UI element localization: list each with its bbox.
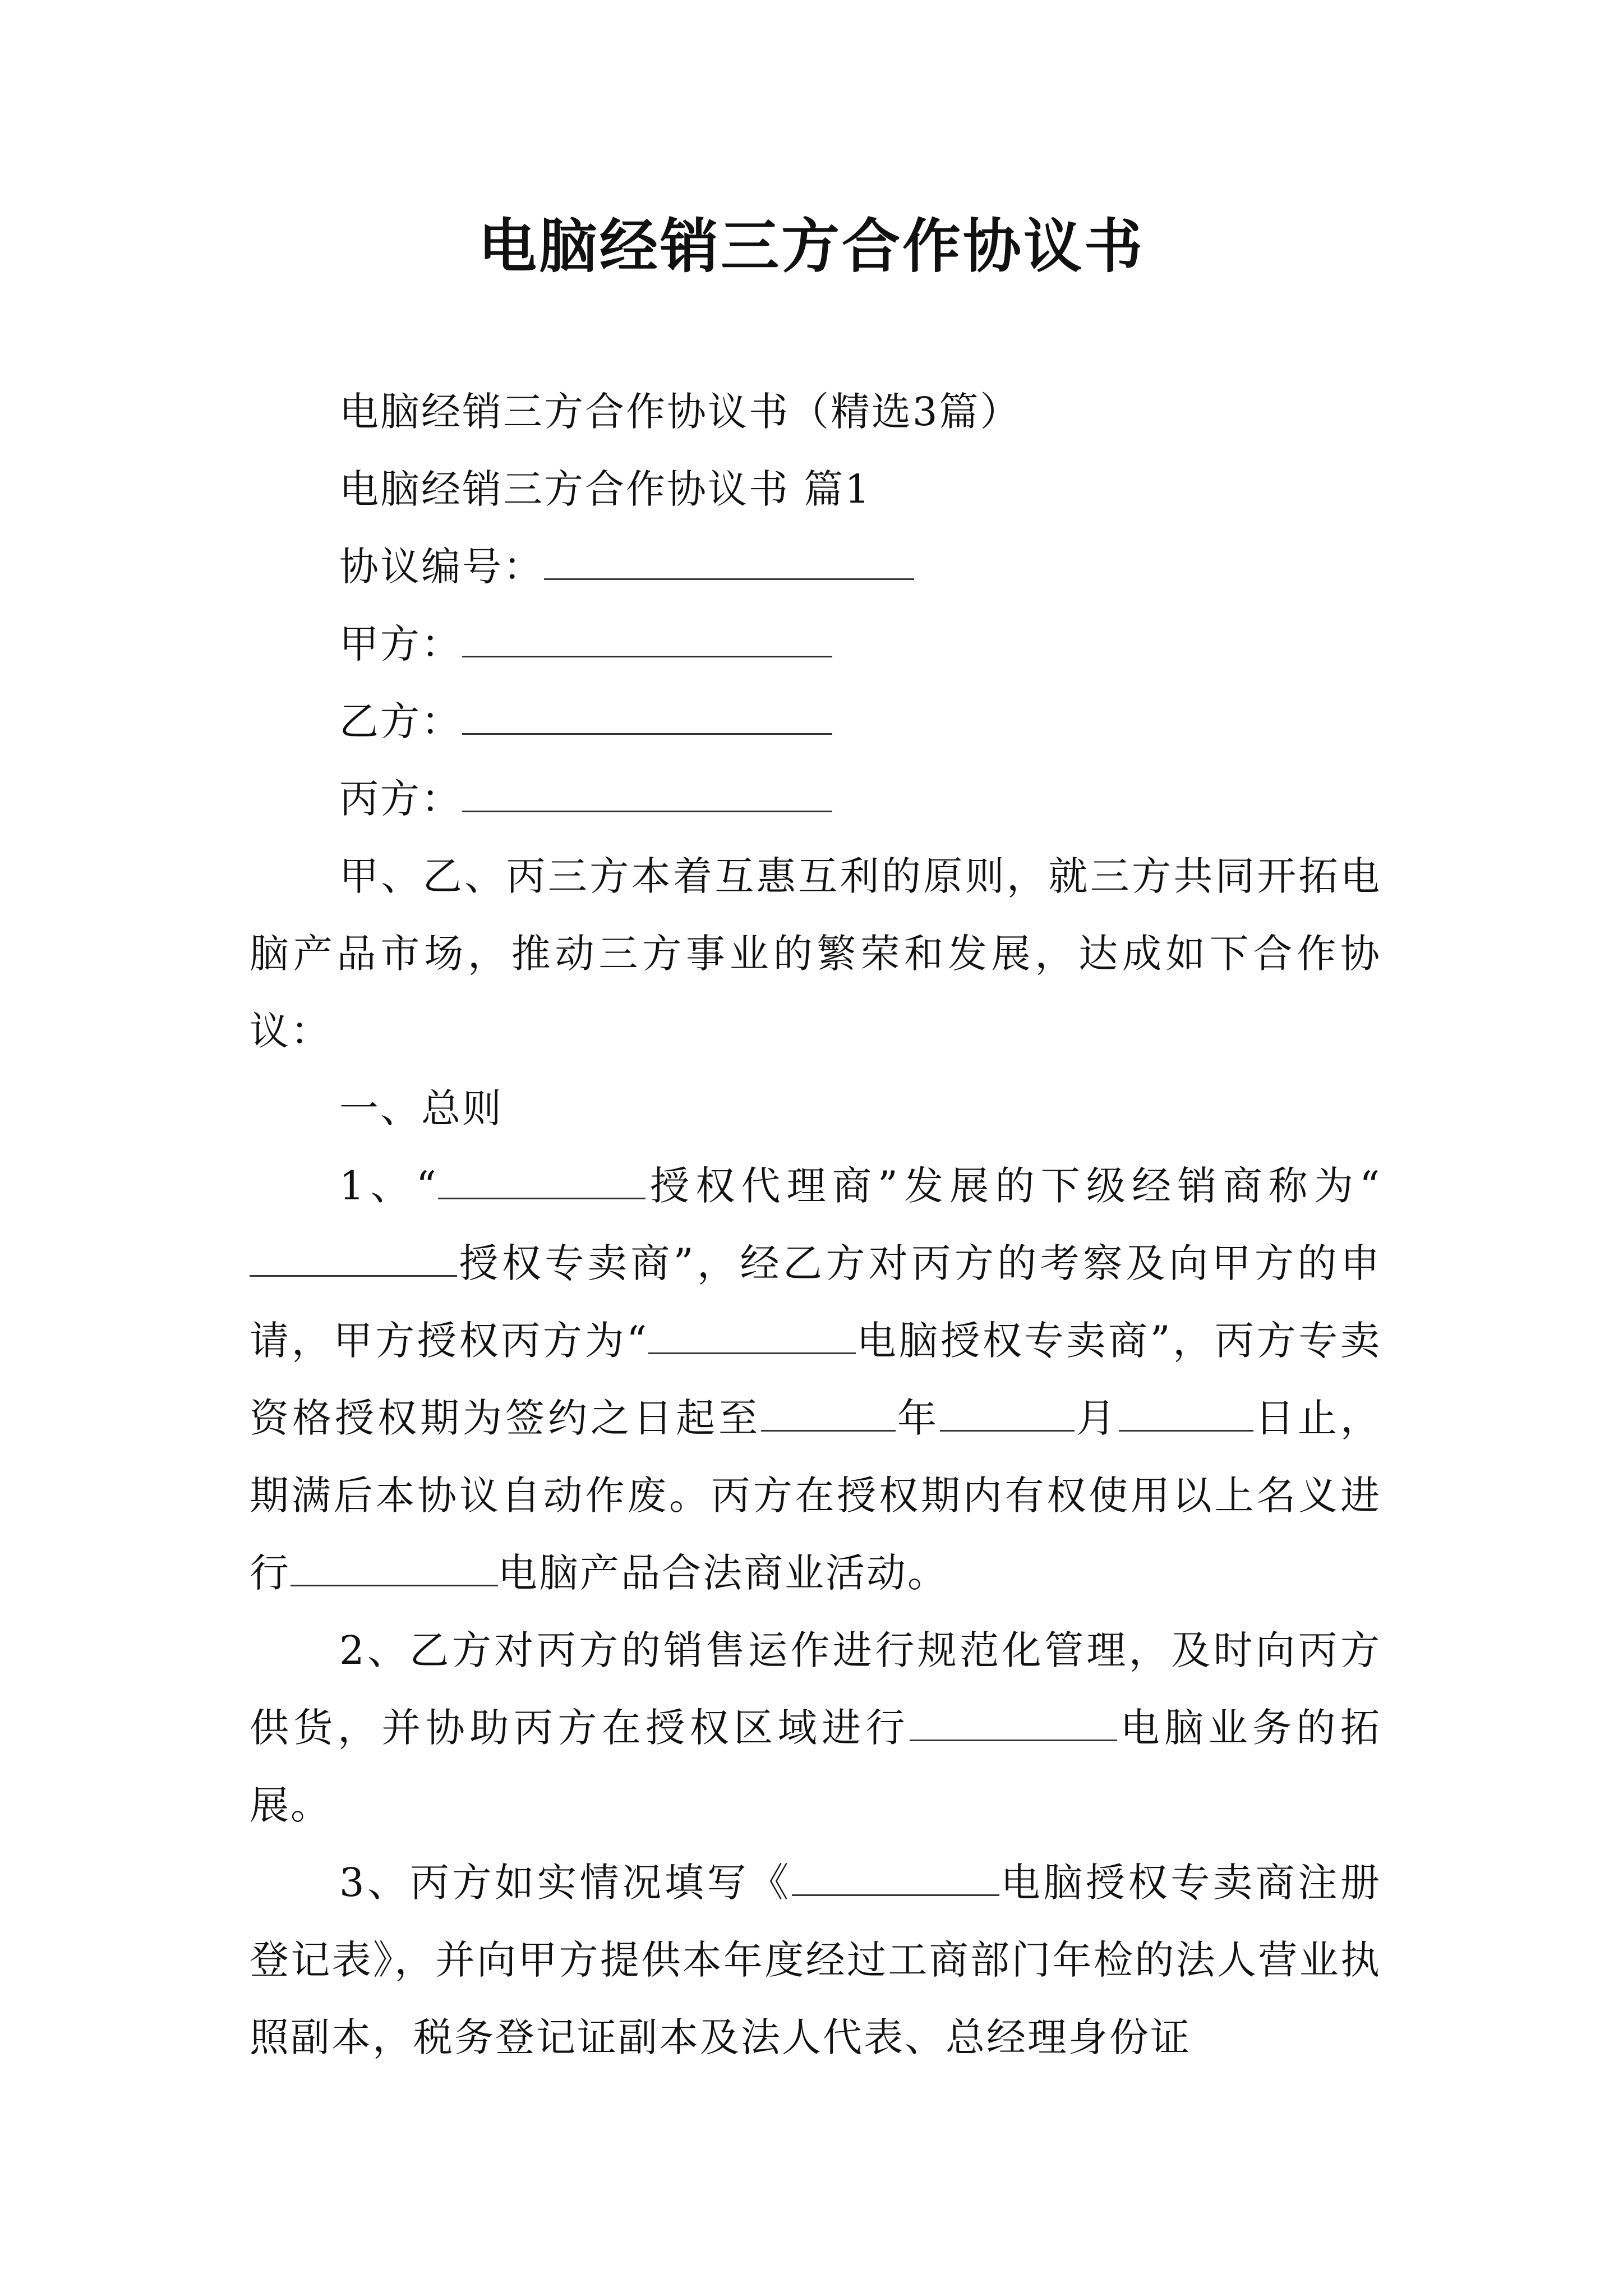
- clause-2: [250, 1612, 1381, 1844]
- clause-1-blank-4: [291, 1552, 498, 1587]
- intro-paragraph: 甲、乙、丙三方本着互惠互利的原则，就三方共同开拓电脑产品市场，推动三方事业的繁荣和发展，达成如下合作协议：: [250, 853, 1381, 1054]
- party-b-line: [250, 683, 1381, 760]
- clause-3-text-2: 电脑授权专卖商注册登记表》，并向甲方提供本年度经过工商部门年检的法人营业执照副本，税务登记证副本及法人代表、总经理身份证: [250, 1860, 1381, 2060]
- clause-1-blank-3: [648, 1319, 856, 1355]
- clause-1-text-year: 年: [896, 1395, 940, 1441]
- clause-1-blank-month: [940, 1397, 1075, 1432]
- clause-3-text-1: 3、丙方如实情况填写《: [339, 1860, 792, 1906]
- clause-1-blank-year: [761, 1397, 896, 1432]
- party-b-blank: [462, 700, 832, 735]
- clause-3: [250, 1844, 1381, 2076]
- agreement-no-line: [250, 528, 1381, 605]
- clause-2-text-2: 电脑业务的拓展。: [250, 1705, 1382, 1828]
- clause-3-blank: [792, 1861, 999, 1897]
- clause-1-blank-1: [438, 1165, 645, 1200]
- article-heading: 电脑经销三方合作协议书 篇1: [339, 466, 872, 512]
- clause-1-text-7: 日止，期满后本协议自动作废。丙方在授权期内有权使用以上名义进行: [250, 1395, 1381, 1596]
- section1-heading: 一、总则: [339, 1085, 503, 1131]
- clause-1-text-3: 授权专卖商”，经乙方对丙方的考察及向甲方的申请，甲方授权丙方为“: [250, 1240, 1381, 1364]
- clause-2-text-1: 2、乙方对丙方的销售运作进行规范化管理，及时向丙方供货，并协助丙方在授权区域进行: [250, 1627, 1381, 1751]
- clause-1-blank-day: [1119, 1397, 1253, 1432]
- clause-1-blank-2: [250, 1242, 457, 1277]
- party-a-blank: [462, 623, 832, 658]
- subtitle: 电脑经销三方合作协议书（精选3篇）: [339, 389, 1021, 435]
- party-c-line: [250, 760, 1381, 838]
- agreement-no-label: 协议编号：: [339, 544, 544, 590]
- clause-1-text-8: 电脑产品合法商业活动。: [498, 1550, 948, 1596]
- clause-2-blank: [910, 1706, 1117, 1742]
- clause-1-text-month: 月: [1075, 1395, 1119, 1441]
- agreement-no-blank: [544, 545, 914, 581]
- party-b-label: 乙方：: [339, 698, 462, 744]
- party-c-blank: [462, 777, 832, 813]
- clause-1-text-4: 电脑授权专卖商”，丙方专卖资格授权期为签约之日起至: [250, 1318, 1381, 1441]
- document-title: 电脑经销三方合作协议书: [478, 211, 1145, 280]
- clause-1-text-1: 1、“: [339, 1163, 438, 1209]
- party-a-line: [250, 605, 1381, 683]
- clause-1: [250, 1147, 1381, 1612]
- party-c-label: 丙方：: [339, 776, 462, 822]
- party-a-label: 甲方：: [339, 621, 462, 667]
- clause-1-text-2: 授权代理商”发展的下级经销商称为“: [645, 1163, 1381, 1209]
- document-body: [250, 373, 1381, 2076]
